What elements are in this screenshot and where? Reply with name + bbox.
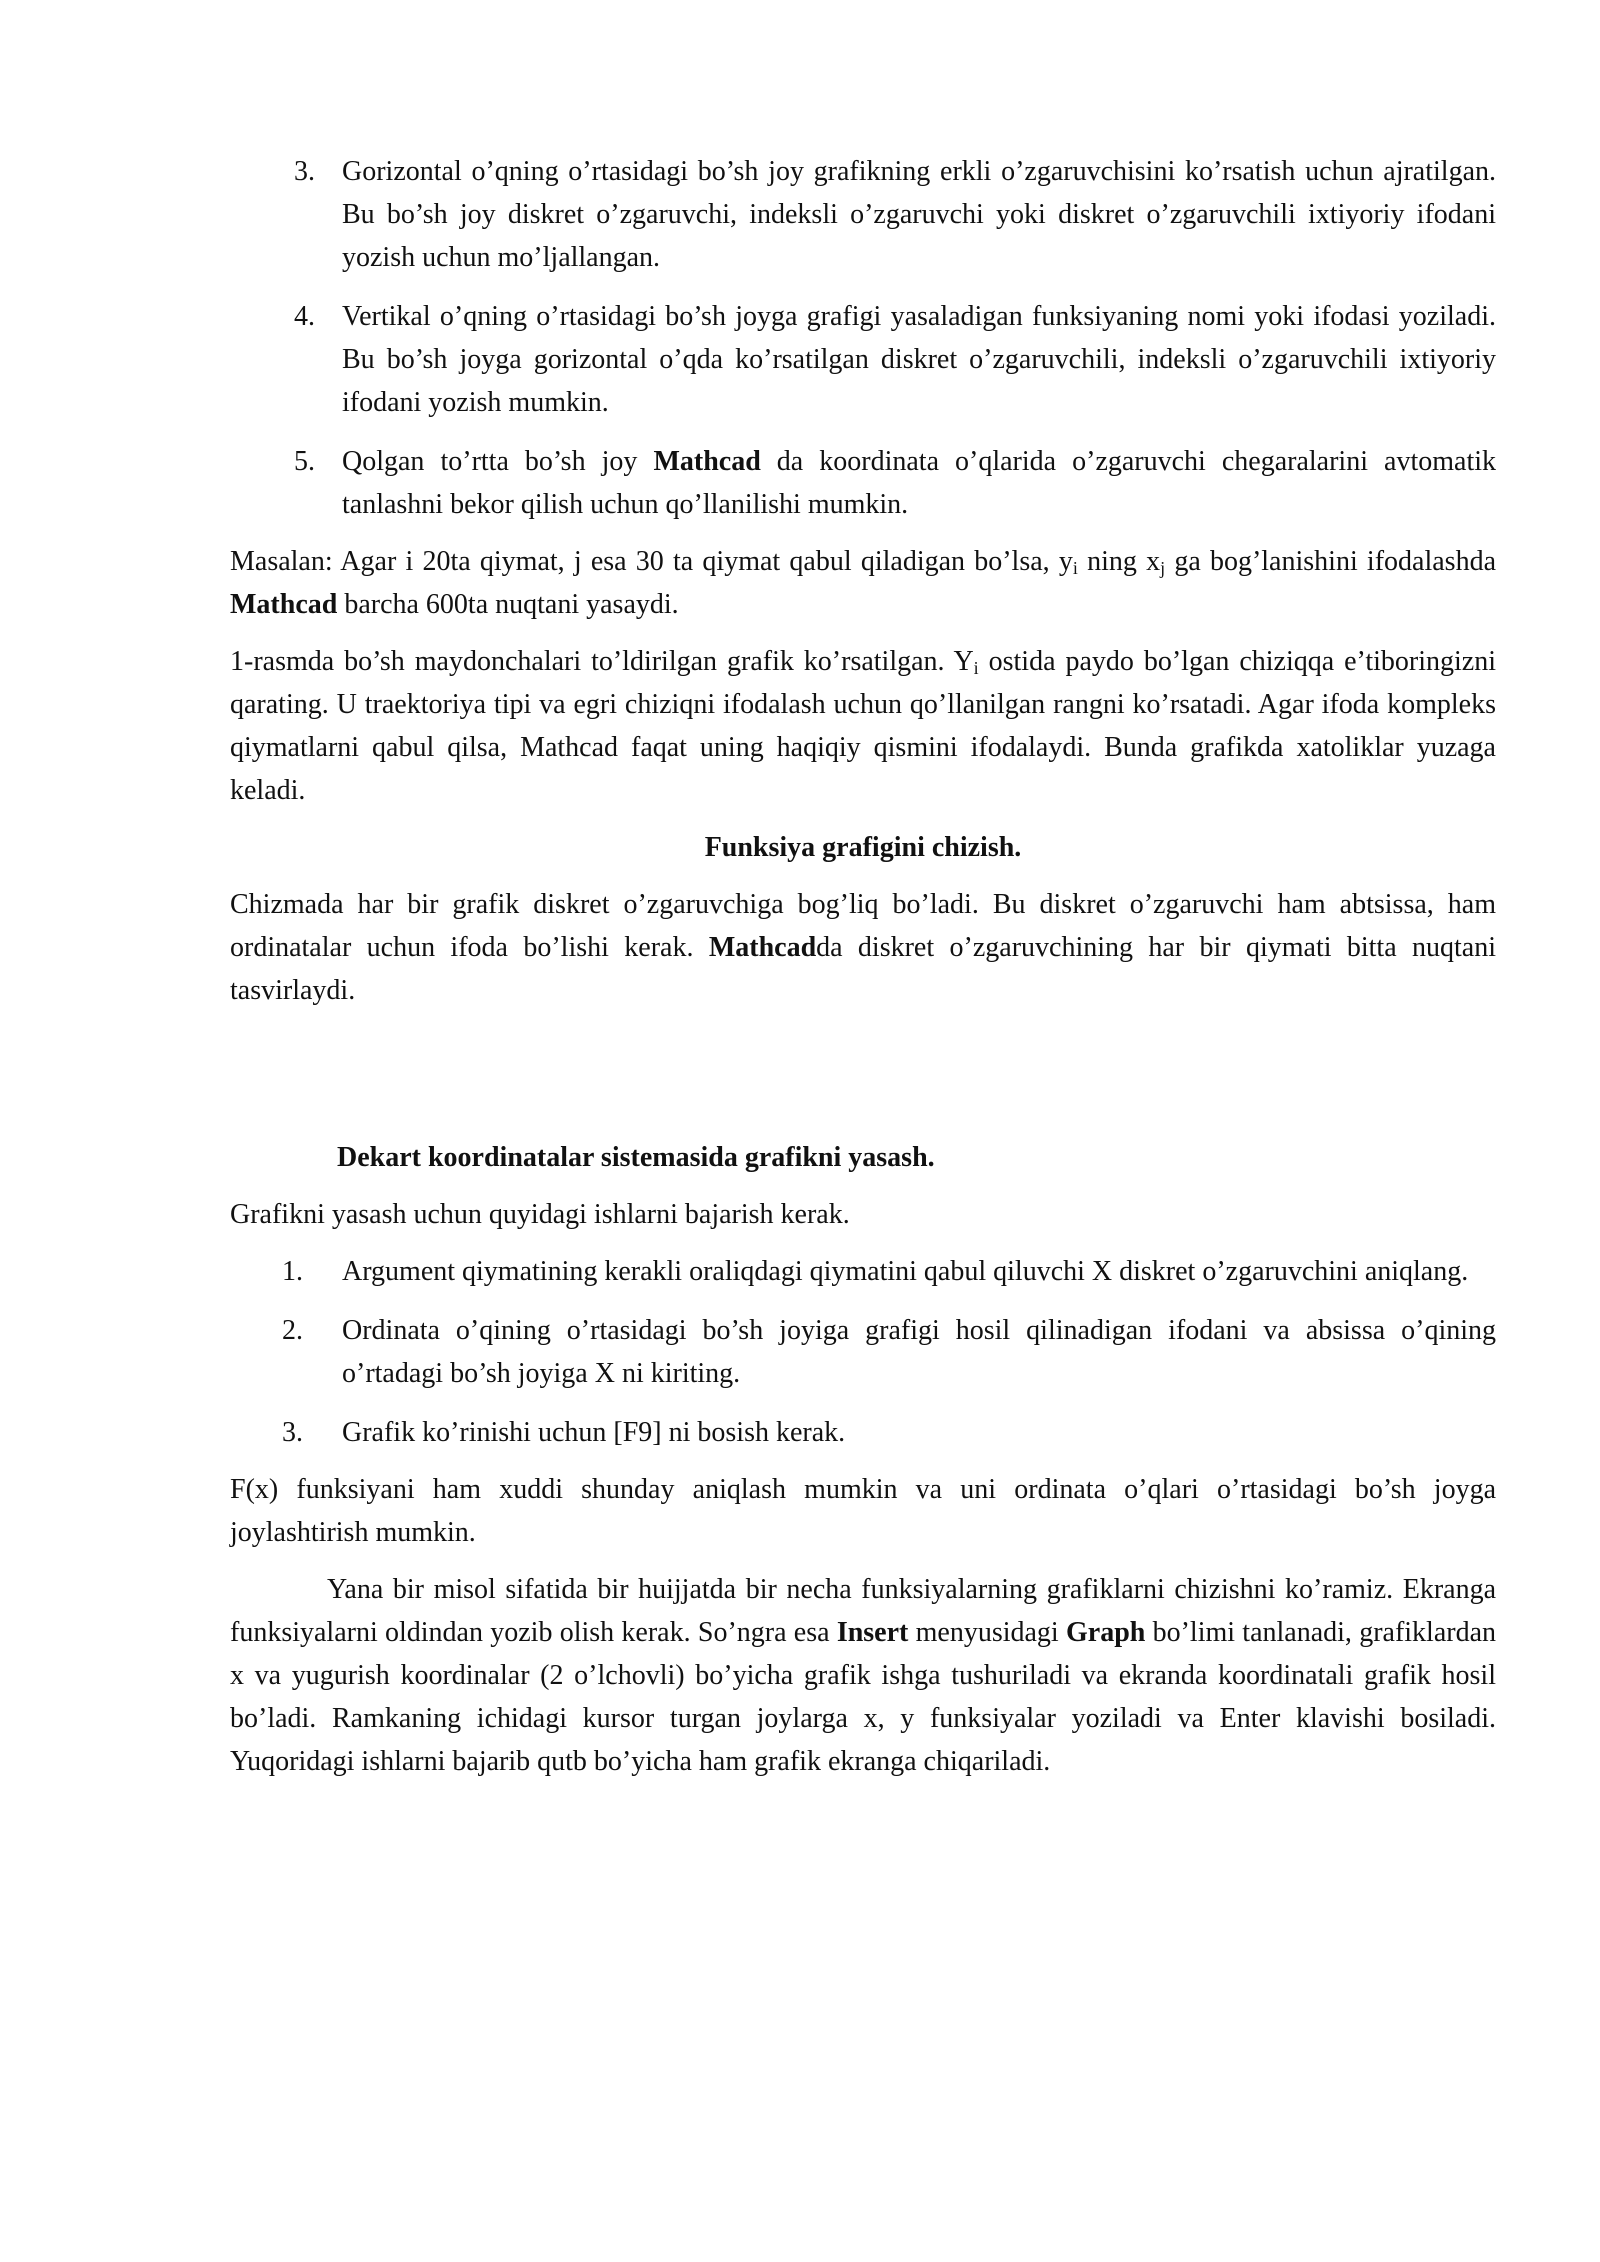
list-item	[230, 440, 1496, 526]
text-run: menyusidagi	[908, 1617, 1066, 1648]
subscript: i	[1072, 558, 1078, 578]
list-text: Gorizontal o’qning o’rtasidagi bo’sh joy grafikning erkli o’zgaruvchisini ko’rsatish uchun ajratilgan. Bu bo’sh joy diskret o’zgaruvchi, indeksli o’zgaruvchi yoki diskret o’zgaruvchili ixtiyoriy ifodani yozish uchun mo’ljallangan.	[342, 156, 1496, 273]
list-text-pre: Qolgan to’rtta bo’sh joy	[342, 446, 654, 477]
list-text: Vertikal o’qning o’rtasidagi bo’sh joyga grafigi yasaladigan funksiyaning nomi yoki ifodasi yoziladi. Bu bo’sh joyga gorizontal o’qda ko’rsatilgan diskret o’zgaruvchili, indeksli o’zgaruvchili ixtiyoriy ifodani yozish mumkin.	[342, 301, 1496, 418]
bold-run: Graph	[1065, 1617, 1146, 1648]
bold-run: Mathcad	[230, 589, 338, 620]
paragraph-masalan	[230, 540, 1496, 626]
bold-run: Insert	[836, 1617, 909, 1648]
list-item	[230, 150, 1496, 279]
list-number: 5.	[294, 446, 315, 477]
list-item	[230, 1309, 1496, 1395]
text-run: Masalan: Agar i 20ta qiymat, j esa 30 ta qiymat qabul qiladigan bo’lsa, y	[230, 546, 1073, 577]
paragraph-chizmada	[230, 883, 1496, 1012]
text-run: Yana bir misol sifatida bir huijjatda bir necha funksiyalarning grafiklarni chizishni ko’ramiz. Ekranga funksiyalarni oldindan yozib olish kerak. So’ngra esa	[230, 1574, 1496, 1648]
list-text: Grafik ko’rinishi uchun [F9] ni bosish kerak.	[342, 1417, 846, 1448]
subscript: i	[973, 658, 979, 678]
paragraph-intro: Grafikni yasash uchun quyidagi ishlarni bajarish kerak.	[230, 1199, 850, 1230]
list-item	[230, 1411, 1496, 1454]
list-item	[230, 1250, 1496, 1293]
text-run: bo’limi tanlanadi, grafiklardan x va yugurish koordinalar (2 o’lchovli) bo’yicha grafik ishga tushuriladi va ekranda koordinatali grafik hosil bo’ladi. Ramkaning ichidagi kursor turgan joylarga x, y funksiyalar yoziladi va Enter klavishi bosiladi. Yuqoridagi ishlarni bajarib qutb bo’yicha ham grafik ekranga chiqariladi.	[230, 1617, 1497, 1777]
list-text: Ordinata o’qining o’rtasidagi bo’sh joyiga grafigi hosil qilinadigan ifodani va absissa o’qining o’rtadagi bo’sh joyiga X ni kiriting.	[342, 1315, 1496, 1389]
text-run: 1-rasmda bo’sh maydonchalari to’ldirilgan grafik ko’rsatilgan. Y	[230, 646, 974, 677]
text-run: ostida paydo bo’lgan chiziqqa e’tiboringizni qarating. U traektoriya tipi va egri chiziqni ifodalash uchun qo’llanilgan rangni ko’rsatadi. Agar ifoda kompleks qiymatlarni qabul qilsa, Mathcad faqat uning haqiqiy qismini ifodalaydi. Bunda grafikda xatoliklar yuzaga keladi.	[230, 646, 1497, 806]
list-number: 3.	[294, 156, 315, 187]
list-item	[230, 295, 1496, 424]
list-number: 1.	[282, 1256, 303, 1287]
list-text-post: da koordinata o’qlarida o’zgaruvchi chegaralarini avtomatik tanlashni bekor qilish uchun qo’llanilishi mumkin.	[342, 446, 1496, 520]
paragraph-rasm	[230, 640, 1496, 812]
text-run: da diskret o’zgaruvchining har bir qiymati bitta nuqtani tasvirlaydi.	[230, 932, 1496, 1006]
heading-dekart: Dekart koordinatalar sistemasida grafikni yasash.	[337, 1142, 935, 1173]
text-run: ga bog’lanishini ifodalashda	[1165, 546, 1496, 577]
text-run: barcha 600ta nuqtani yasaydi.	[337, 589, 679, 620]
bold-run: Mathcad	[708, 932, 817, 963]
list-number: 3.	[282, 1417, 303, 1448]
text-run: ning x	[1077, 546, 1161, 577]
list-text-bold: Mathcad	[653, 446, 761, 477]
list-number: 2.	[282, 1315, 303, 1346]
paragraph-fx: F(x) funksiyani ham xuddi shunday aniqlash mumkin va uni ordinata o’qlari o’rtasidagi bo’sh joyga joylashtirish mumkin.	[230, 1474, 1496, 1548]
list-text: Argument qiymatining kerakli oraliqdagi qiymatini qabul qiluvchi X diskret o’zgaruvchini aniqlang.	[342, 1256, 1469, 1287]
paragraph-yana	[230, 1568, 1496, 1783]
list-number: 4.	[294, 301, 315, 332]
heading-funksiya: Funksiya grafigini chizish.	[704, 832, 1022, 863]
subscript: j	[1160, 558, 1166, 578]
text-run: Chizmada har bir grafik diskret o’zgaruvchiga bog’liq bo’ladi. Bu diskret o’zgaruvchi ham abtsissa, ham ordinatalar uchun ifoda bo’lishi kerak.	[230, 889, 1496, 963]
text-column	[230, 150, 1496, 1783]
